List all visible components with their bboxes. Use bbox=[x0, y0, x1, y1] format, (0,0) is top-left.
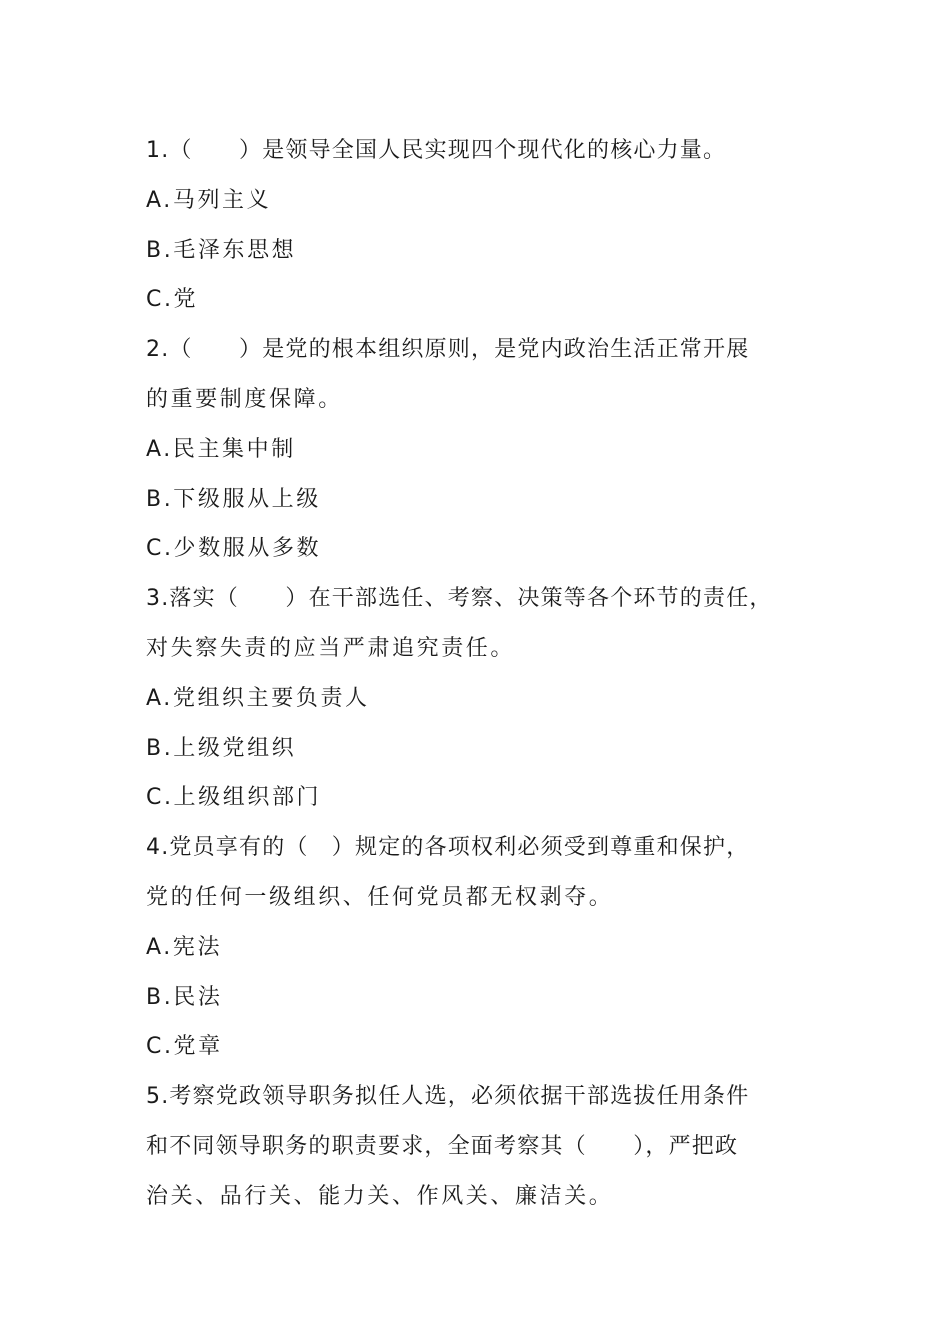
question-3-option-c: C.上级组织部门 bbox=[146, 785, 322, 811]
question-1-option-b: B.毛泽东思想 bbox=[146, 237, 297, 263]
question-2-option-a: A.民主集中制 bbox=[146, 436, 296, 462]
question-1-option-a: A.马列主义 bbox=[146, 187, 272, 213]
question-4-option-c: C.党章 bbox=[146, 1034, 223, 1060]
question-4-stem-line-2: 党的任何一级组织、任何党员都无权剥夺。 bbox=[146, 884, 614, 910]
question-2-stem-line-2: 的重要制度保障。 bbox=[146, 386, 343, 412]
question-3-option-a: A.党组织主要负责人 bbox=[146, 685, 370, 711]
question-3-option-b: B.上级党组织 bbox=[146, 735, 297, 761]
question-3-stem-line-2: 对失察失责的应当严肃追究责任。 bbox=[146, 635, 516, 661]
question-3-stem-line-1: 3.落实（ ）在干部选任、考察、决策等各个环节的责任， bbox=[146, 586, 773, 612]
question-5 bbox=[146, 1072, 836, 1221]
question-1-option-c: C.党 bbox=[146, 287, 199, 313]
question-1 bbox=[146, 126, 836, 325]
question-4-option-a: A.宪法 bbox=[146, 934, 223, 960]
question-5-stem-line-1: 5.考察党政领导职务拟任人选，必须依据干部选拔任用条件 bbox=[146, 1084, 750, 1110]
question-5-stem-line-2: 和不同领导职务的职责要求，全面考察其（ ），严把政 bbox=[146, 1133, 739, 1159]
question-4-stem-line-1: 4.党员享有的（ ）规定的各项权利必须受到尊重和保护， bbox=[146, 835, 750, 861]
question-list bbox=[146, 126, 836, 1222]
question-2-stem-line-1: 2.（ ）是党的根本组织原则，是党内政治生活正常开展 bbox=[146, 337, 750, 363]
question-2-option-c: C.少数服从多数 bbox=[146, 536, 322, 562]
question-2-option-b: B.下级服从上级 bbox=[146, 486, 321, 512]
question-2 bbox=[146, 325, 836, 574]
question-1-stem-line-1: 1.（ ）是领导全国人民实现四个现代化的核心力量。 bbox=[146, 138, 727, 163]
question-4 bbox=[146, 823, 836, 1072]
question-3 bbox=[146, 574, 836, 823]
question-4-option-b: B.民法 bbox=[146, 984, 223, 1010]
question-5-stem-line-3: 治关、品行关、能力关、作风关、廉洁关。 bbox=[146, 1183, 614, 1209]
